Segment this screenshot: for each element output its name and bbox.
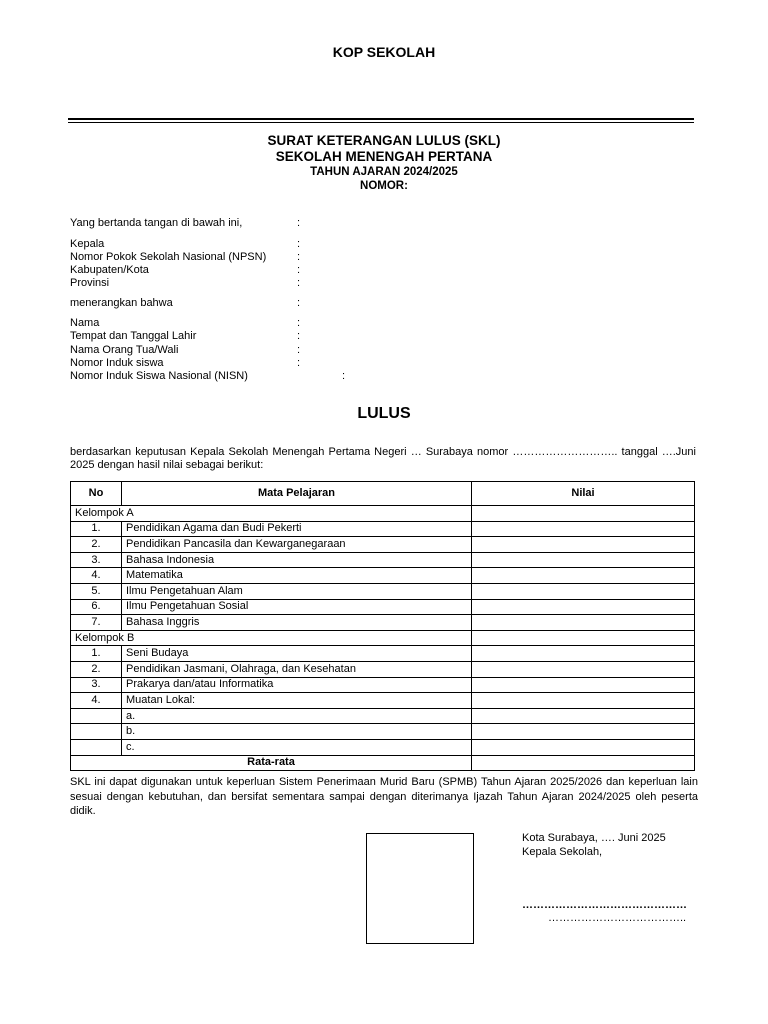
table-row: 3. Prakarya dan/atau Informatika [71, 677, 695, 693]
average-score-cell[interactable] [472, 755, 695, 771]
score-cell[interactable] [472, 552, 695, 568]
usage-paragraph: SKL ini dapat digunakan untuk keperluan Sistem Penerimaan Murid Baru (SPMB) Tahun Ajaran 2025/2026 dan keperluan lain sesuai dengan kebutuhan, dan bersifat sementara sampai dengan diterimanya Ijazah Tahun Ajaran 2024/2025 oleh peserta didik. [70, 776, 698, 817]
group-b-label: Kelompok B [71, 630, 472, 646]
score-cell[interactable] [472, 506, 695, 522]
signature-id-line: ……………………………….. [548, 912, 687, 924]
field-ttl: Tempat dan Tanggal Lahir : [70, 330, 301, 342]
score-cell[interactable] [472, 661, 695, 677]
score-cell[interactable] [472, 677, 695, 693]
average-row [71, 755, 695, 771]
table-row: b. [71, 724, 695, 740]
table-row: 4. Matematika [71, 568, 695, 584]
score-cell[interactable] [472, 599, 695, 615]
decision-paragraph: berdasarkan keputusan Kepala Sekolah Menengah Pertama Negeri … Surabaya nomor ……………………….. tanggal ….Juni 2025 dengan hasil nilai sebagai berikut: [70, 446, 696, 471]
header-score: Nilai [472, 482, 695, 506]
title-line-4: NOMOR: [360, 180, 408, 192]
score-cell[interactable] [472, 568, 695, 584]
document-title [0, 133, 768, 193]
score-cell[interactable] [472, 646, 695, 662]
title-line-3: TAHUN AJARAN 2024/2025 [310, 166, 458, 178]
field-kepala: Kepala : [70, 238, 301, 250]
header-no: No [71, 482, 122, 506]
field-provinsi: Provinsi : [70, 277, 301, 289]
table-row: 7. Bahasa Inggris [71, 615, 695, 631]
table-row: 2. Pendidikan Pancasila dan Kewarganegaraan [71, 537, 695, 553]
table-row: 5. Ilmu Pengetahuan Alam [71, 583, 695, 599]
header-subject: Mata Pelajaran [122, 482, 472, 506]
title-line-2: SEKOLAH MENENGAH PERTANA [275, 149, 493, 164]
table-row: 4. Muatan Lokal: [71, 693, 695, 709]
score-cell[interactable] [472, 708, 695, 724]
table-header-row [71, 482, 695, 506]
table-row: 6. Ilmu Pengetahuan Sosial [71, 599, 695, 615]
field-kabupaten: Kabupaten/Kota : [70, 264, 301, 276]
photo-box [366, 833, 474, 944]
field-orangtua: Nama Orang Tua/Wali : [70, 344, 301, 356]
status-lulus: LULUS [357, 405, 411, 422]
score-cell[interactable] [472, 739, 695, 755]
score-cell[interactable] [472, 693, 695, 709]
header-rule-thin [68, 122, 694, 123]
score-cell[interactable] [472, 583, 695, 599]
score-cell[interactable] [472, 615, 695, 631]
signature-place-date: Kota Surabaya, …. Juni 2025 [522, 832, 666, 844]
score-cell[interactable] [472, 724, 695, 740]
average-label: Rata-rata [71, 755, 472, 771]
table-row: 3. Bahasa Indonesia [71, 552, 695, 568]
header-rule-thick [68, 118, 694, 120]
signature-role: Kepala Sekolah, [522, 846, 603, 858]
group-a-row [71, 506, 695, 522]
score-cell[interactable] [472, 537, 695, 553]
table-row: a. [71, 708, 695, 724]
field-nama: Nama : [70, 317, 301, 329]
table-row: c. [71, 739, 695, 755]
score-cell[interactable] [472, 630, 695, 646]
title-line-1: SURAT KETERANGAN LULUS (SKL) [267, 133, 501, 148]
signature-name-line: ……………………………………… [522, 899, 687, 911]
group-a-label: Kelompok A [71, 506, 472, 522]
table-row: 1. Pendidikan Agama dan Budi Pekerti [71, 521, 695, 537]
table-row: 2. Pendidikan Jasmani, Olahraga, dan Kesehatan [71, 661, 695, 677]
score-cell[interactable] [472, 521, 695, 537]
field-npsn: Nomor Pokok Sekolah Nasional (NPSN) : [70, 251, 301, 263]
field-nis: Nomor Induk siswa : [70, 357, 301, 369]
field-menerangkan: menerangkan bahwa : [70, 297, 301, 309]
grades-table [70, 481, 695, 771]
table-row: 1. Seni Budaya [71, 646, 695, 662]
kop-sekolah: KOP SEKOLAH [332, 44, 436, 60]
group-b-row [71, 630, 695, 646]
field-nisn: Nomor Induk Siswa Nasional (NISN) : [70, 370, 346, 382]
field-intro: Yang bertanda tangan di bawah ini, : [70, 217, 301, 229]
